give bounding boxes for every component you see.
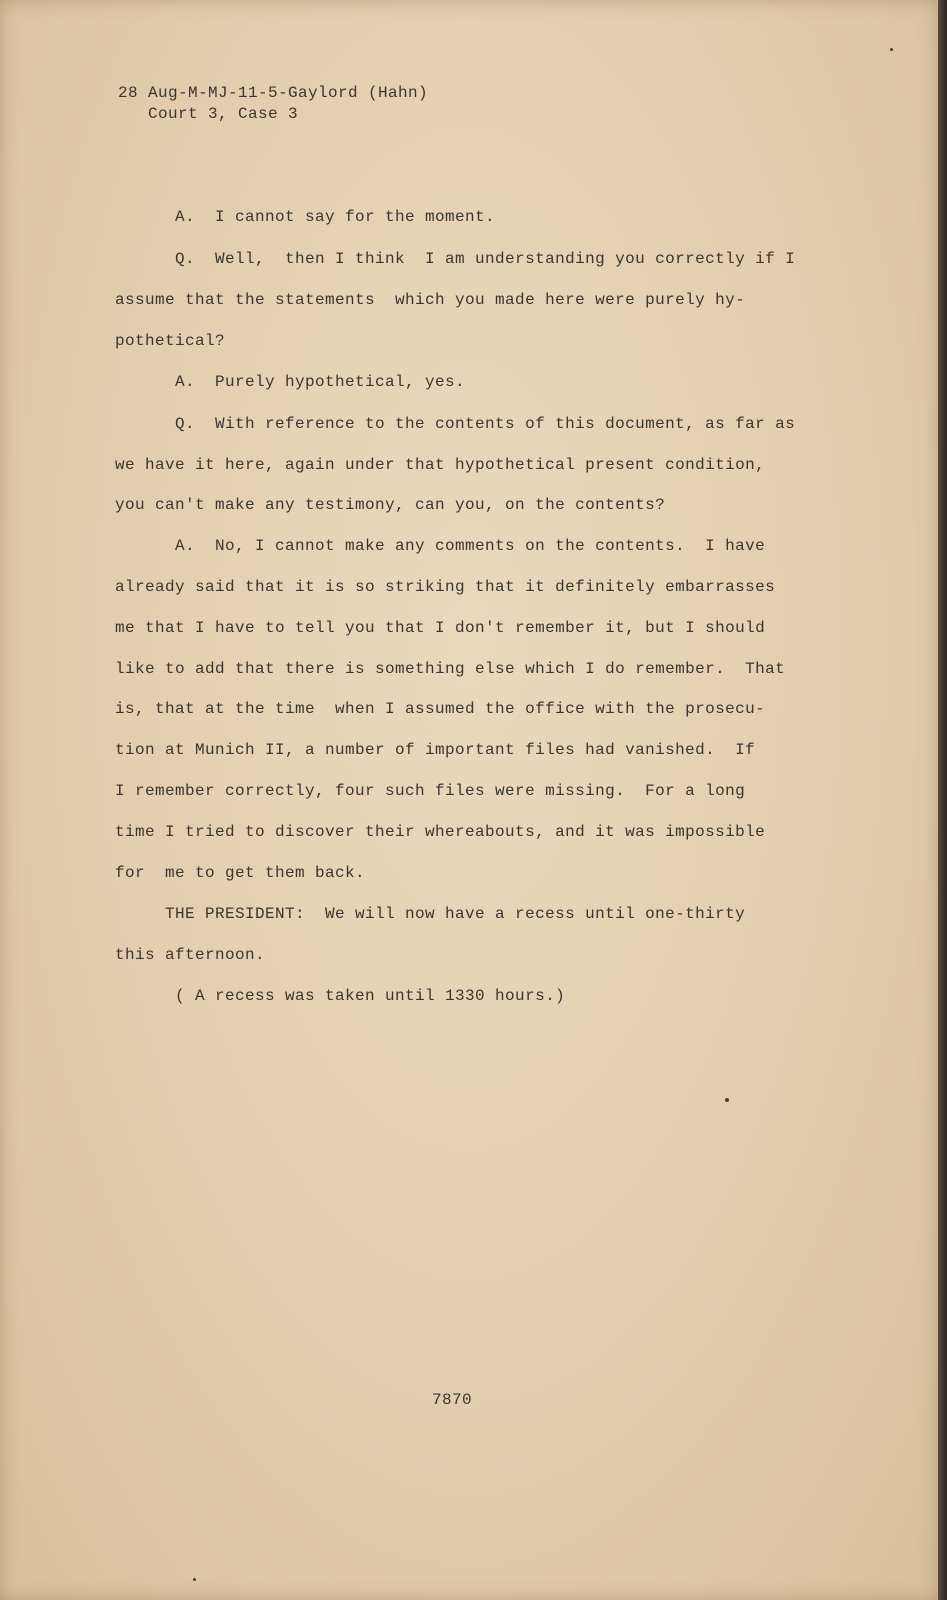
body-line: A. I cannot say for the moment. xyxy=(115,208,496,226)
body-line: I remember correctly, four such files were missing. For a long xyxy=(115,782,746,800)
header-line-1: 28 Aug-M-MJ-11-5-Gaylord (Hahn) xyxy=(118,84,429,102)
body-line: already said that it is so striking that it definitely embarrasses xyxy=(115,578,776,596)
body-line: ( A recess was taken until 1330 hours.) xyxy=(115,987,566,1005)
header-line-2: Court 3, Case 3 xyxy=(118,105,299,123)
body-line: THE PRESIDENT: We will now have a recess until one-thirty xyxy=(115,905,746,923)
body-line: Q. With reference to the contents of this document, as far as xyxy=(115,415,796,433)
page-edge-shadow xyxy=(938,0,947,1600)
body-line: pothetical? xyxy=(115,332,226,350)
body-line: you can't make any testimony, can you, on the contents? xyxy=(115,496,666,514)
body-line: me that I have to tell you that I don't remember it, but I should xyxy=(115,619,766,637)
body-line: Q. Well, then I think I am understanding you correctly if I xyxy=(115,250,796,268)
body-line: tion at Munich II, a number of important files had vanished. If xyxy=(115,741,756,759)
page-number: 7870 xyxy=(432,1391,473,1409)
body-line: time I tried to discover their whereabouts, and it was impossible xyxy=(115,823,766,841)
body-line: is, that at the time when I assumed the office with the prosecu- xyxy=(115,700,766,718)
body-line: for me to get them back. xyxy=(115,864,366,882)
body-line: A. No, I cannot make any comments on the contents. I have xyxy=(115,537,766,555)
body-line: this afternoon. xyxy=(115,946,266,964)
paper-speck xyxy=(890,48,893,51)
body-line: like to add that there is something else which I do remember. That xyxy=(115,660,786,678)
body-line: we have it here, again under that hypothetical present condition, xyxy=(115,456,766,474)
body-line: A. Purely hypothetical, yes. xyxy=(115,373,466,391)
body-line: assume that the statements which you made here were purely hy- xyxy=(115,291,746,309)
paper-speck xyxy=(725,1098,729,1102)
paper-speck xyxy=(193,1578,196,1581)
